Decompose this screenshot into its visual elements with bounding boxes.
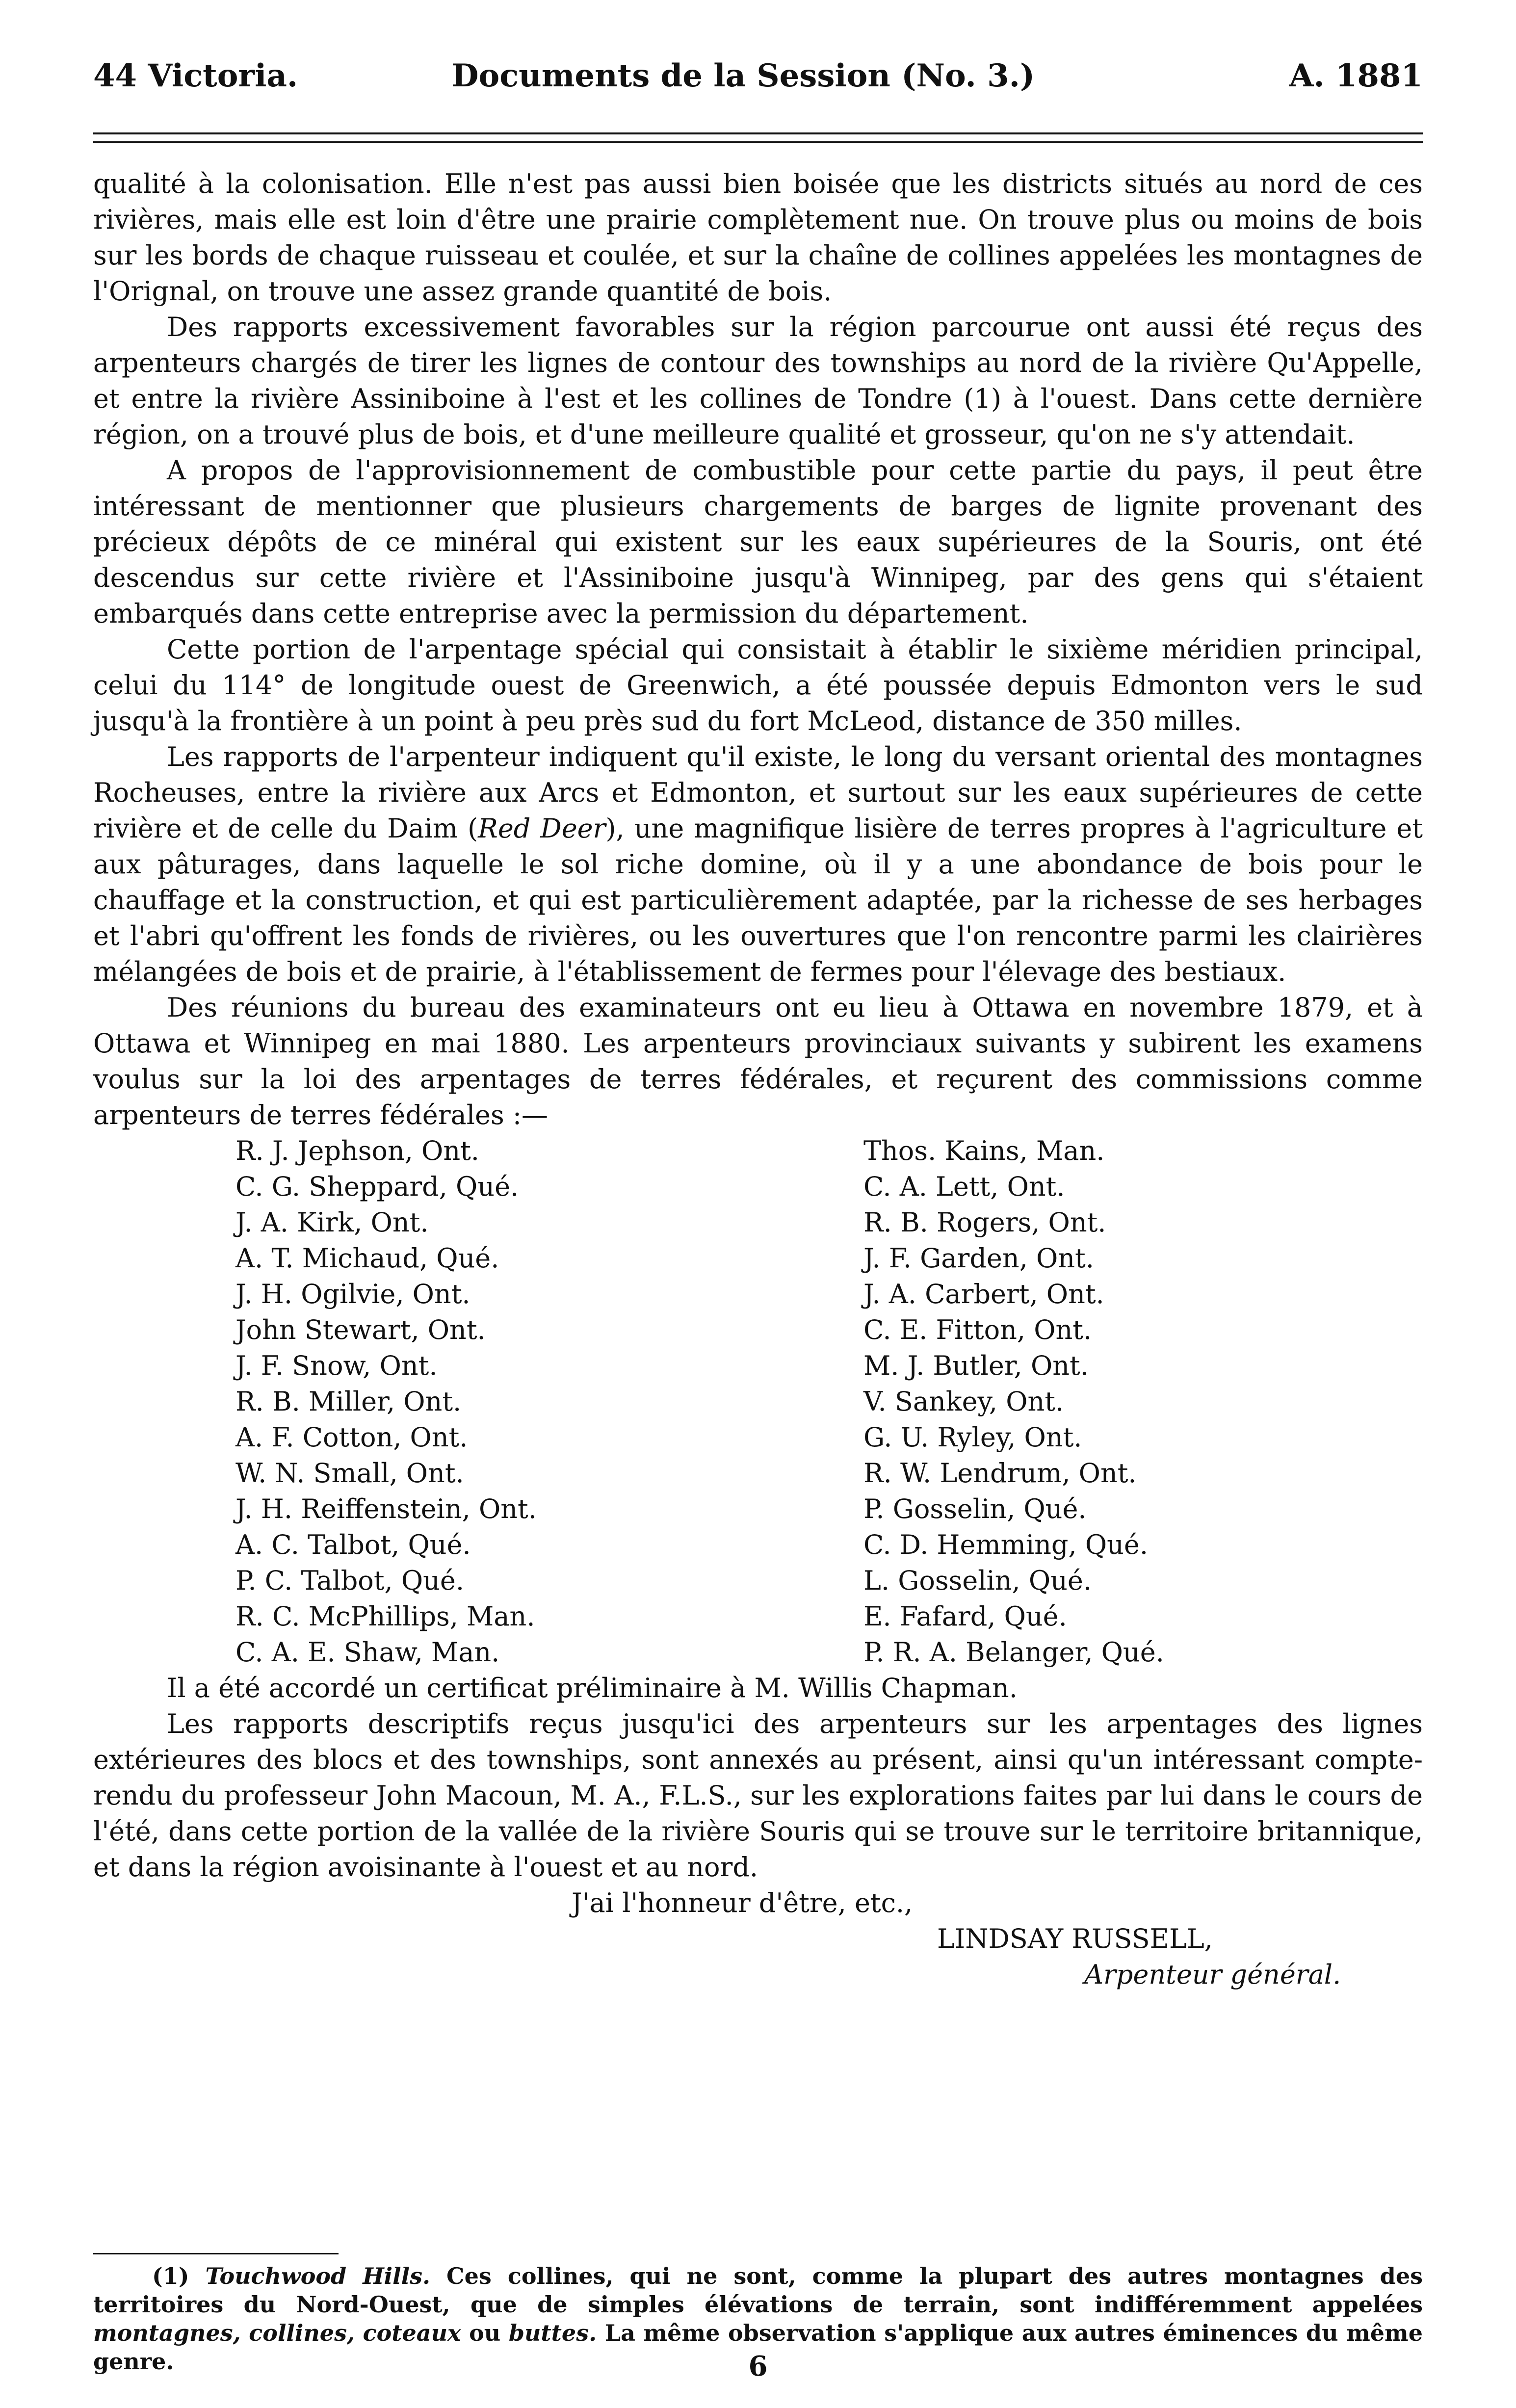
document-page: [93, 0, 1423, 2408]
surveyor-column-right: [863, 1133, 1164, 1670]
surveyor-name: J. F. Snow, Ont.: [235, 1350, 438, 1381]
surveyor-name: M. J. Butler, Ont.: [863, 1350, 1089, 1381]
paragraph-5-italic: Red Deer: [478, 813, 606, 844]
paragraph-6: Des réunions du bureau des examinateurs ont eu lieu à Ottawa en novembre 1879, et à Ottawa et Winnipeg en mai 1880. Les arpenteurs provinciaux suivants y subirent les examens voulus sur la loi des arpentages de terres fédérales, et reçurent des commissions comme arpenteurs de terres fédérales :—: [93, 992, 1423, 1130]
surveyor-name: John Stewart, Ont.: [235, 1314, 486, 1345]
page-number: 6: [748, 2350, 768, 2382]
header-title: Documents de la Session (No. 3.): [451, 57, 1035, 94]
surveyor-name: G. U. Ryley, Ont.: [863, 1422, 1082, 1453]
signature-name: LINDSAY RUSSELL,: [937, 1923, 1213, 1954]
surveyor-name: J. H. Reiffenstein, Ont.: [235, 1493, 537, 1524]
surveyor-name: C. D. Hemming, Qué.: [863, 1529, 1148, 1560]
surveyor-name: P. Gosselin, Qué.: [863, 1493, 1087, 1524]
footnote-text-c: La même observation s'applique aux autres éminences du même genre.: [93, 2320, 1423, 2375]
surveyor-name: R. B. Miller, Ont.: [235, 1386, 462, 1417]
surveyor-name: J. A. Kirk, Ont.: [235, 1207, 429, 1238]
paragraph-5-end: ), une magnifique lisière de terres propres à l'agriculture et aux pâturages, dans laquelle le sol riche domine, où il y a une abondance de bois pour le chauffage et la construction, et qui est particulièrement adaptée, par la richesse de ses herbages et l'abri qu'offrent les fonds de rivières, ou les ouvertures que l'on rencontre parmi les clairières mélangées de bois et de prairie, à l'établissement de fermes pour l'élevage des bestiaux.: [93, 813, 1423, 987]
surveyor-name: R. J. Jephson, Ont.: [235, 1135, 479, 1166]
paragraph-5-start: Les rapports de l'arpenteur indiquent qu'il existe, le long du versant oriental des montagnes Rocheuses, entre la rivière aux Arcs et Edmonton, et surtout sur les eaux supérieures de cette rivière et de celle du Daim (: [93, 741, 1423, 844]
surveyor-name: C. G. Sheppard, Qué.: [235, 1171, 519, 1202]
footnote-term: Touchwood Hills.: [205, 2263, 431, 2289]
surveyor-name: E. Fafard, Qué.: [863, 1601, 1067, 1632]
paragraph-8: Les rapports descriptifs reçus jusqu'ici des arpenteurs sur les arpentages des lignes extérieures des blocs et des townships, sont annexés au présent, ainsi qu'un intéressant compte-rendu du professeur John Macoun, M. A., F.L.S., sur les explorations faites par lui dans le cours de l'été, dans cette portion de la vallée de la rivière Souris qui se trouve sur le territoire britannique, et dans la région avoisinante à l'ouest et au nord.: [93, 1708, 1423, 1883]
paragraph-4: Cette portion de l'arpentage spécial qui consistait à établir le sixième méridien principal, celui du 114° de longitude ouest de Greenwich, a été poussée depuis Edmonton vers le sud jusqu'à la frontière à un point à peu près sud du fort McLeod, distance de 350 milles.: [93, 634, 1423, 736]
surveyor-name: Thos. Kains, Man.: [863, 1135, 1105, 1166]
running-header: [93, 54, 1423, 98]
surveyor-name: R. W. Lendrum, Ont.: [863, 1458, 1137, 1489]
surveyor-name: J. H. Ogilvie, Ont.: [235, 1279, 470, 1309]
surveyor-name: A. F. Cotton, Ont.: [235, 1422, 468, 1453]
surveyor-name: A. C. Talbot, Qué.: [235, 1529, 471, 1560]
closing-greeting: J'ai l'honneur d'être, etc.,: [572, 1887, 913, 1918]
surveyor-name: V. Sankey, Ont.: [863, 1386, 1064, 1417]
surveyor-name: P. R. A. Belanger, Qué.: [863, 1637, 1164, 1668]
paragraph-7: Il a été accordé un certificat préliminaire à M. Willis Chapman.: [167, 1673, 1018, 1703]
surveyor-name: C. A. E. Shaw, Man.: [235, 1637, 500, 1668]
surveyor-name: J. F. Garden, Ont.: [863, 1243, 1094, 1274]
footnote-italic-last: buttes.: [508, 2320, 597, 2346]
signature-title: Arpenteur général.: [1084, 1959, 1341, 1990]
header-year: A. 1881: [1289, 57, 1423, 94]
surveyor-name: L. Gosselin, Qué.: [863, 1565, 1092, 1596]
surveyor-list: [93, 1133, 1423, 1670]
paragraph-3: A propos de l'approvisionnement de combustible pour cette partie du pays, il peut être intéressant de mentionner que plusieurs chargements de barges de lignite provenant des précieux dépôts de ce minéral qui existent sur les eaux supérieures de la Souris, ont été descendus sur cette rivière et l'Assiniboine jusqu'à Winnipeg, par des gens qui s'étaient embarqués dans cette entreprise avec la permission du département.: [93, 455, 1423, 629]
paragraph-2: Des rapports excessivement favorables sur la région parcourue ont aussi été reçus des arpenteurs chargés de tirer les lignes de contour des townships au nord de la rivière Qu'Appelle, et entre la rivière Assiniboine à l'est et les collines de Tondre (1) à l'ouest. Dans cette dernière région, on a trouvé plus de bois, et d'une meilleure qualité et grosseur, qu'on ne s'y attendait.: [93, 312, 1423, 450]
surveyor-column-left: [235, 1133, 537, 1670]
surveyor-name: J. A. Carbert, Ont.: [863, 1279, 1104, 1309]
surveyor-name: P. C. Talbot, Qué.: [235, 1565, 465, 1596]
paragraph-1: qualité à la colonisation. Elle n'est pas aussi bien boisée que les districts situés au nord de ces rivières, mais elle est loin d'être une prairie complètement nue. On trouve plus ou moins de bois sur les bords de chaque ruisseau et coulée, et sur la chaîne de collines appelées les montagnes de l'Orignal, on trouve une assez grande quantité de bois.: [93, 168, 1423, 307]
letter-closing: [93, 1885, 1423, 1992]
footnote-marker: (1): [152, 2263, 189, 2289]
surveyor-name: R. C. McPhillips, Man.: [235, 1601, 535, 1632]
footnote-text-b: ou: [461, 2320, 509, 2346]
surveyor-name: A. T. Michaud, Qué.: [235, 1243, 499, 1274]
header-volume: 44 Victoria.: [93, 57, 298, 94]
surveyor-name: W. N. Small, Ont.: [235, 1458, 464, 1489]
surveyor-name: C. A. Lett, Ont.: [863, 1171, 1065, 1202]
footnote-text-a: Ces collines, qui ne sont, comme la plupart des autres montagnes des territoires du Nord-Ouest, que de simples élévations de terrain, sont indifféremment appelées: [93, 2263, 1423, 2318]
footnote-italic-list: montagnes, collines, coteaux: [93, 2320, 461, 2346]
header-rule-bottom: [93, 141, 1423, 143]
header-rule-top: [93, 132, 1423, 134]
surveyor-name: R. B. Rogers, Ont.: [863, 1207, 1106, 1238]
footnote-rule: [93, 2253, 339, 2254]
body-text: [93, 166, 1423, 1992]
paragraph-5: [93, 739, 1423, 990]
surveyor-name: C. E. Fitton, Ont.: [863, 1314, 1092, 1345]
